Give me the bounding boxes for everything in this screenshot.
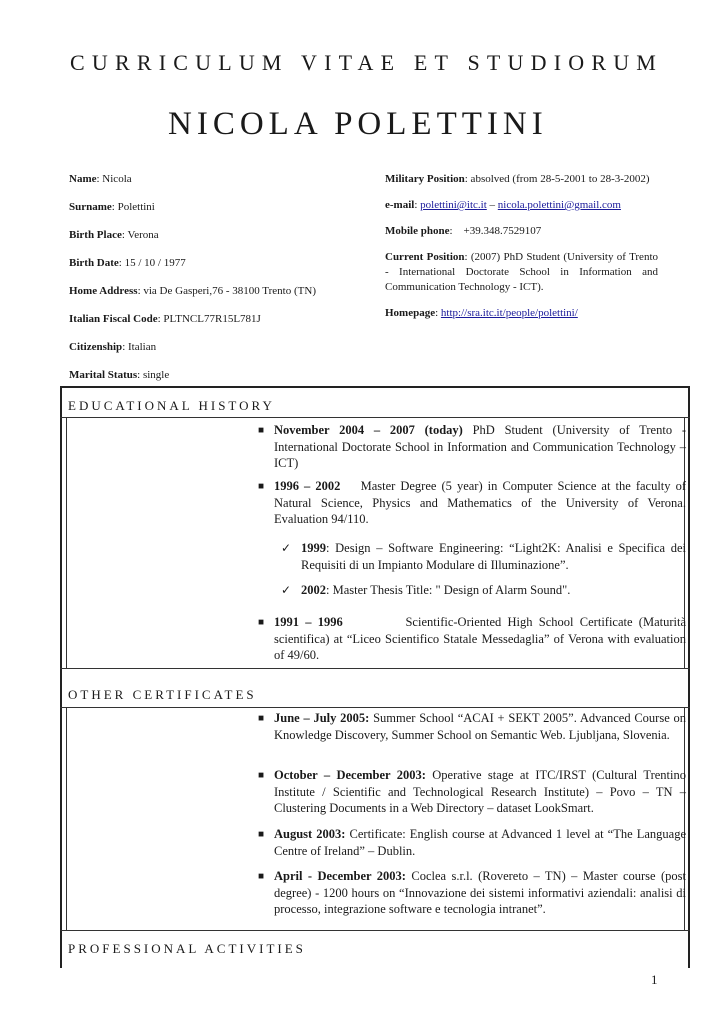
personal-info	[69, 172, 369, 383]
section-title-education: EDUCATIONAL HISTORY	[68, 398, 275, 413]
certificate-item: ■ August 2003: Certificate: English course at Advanced 1 level at “The Language Centre of Ireland” – Dublin.	[258, 827, 687, 858]
birthplace-line: Birth Place: Verona	[69, 229, 159, 241]
marital-status-line: Marital Status: single	[69, 369, 170, 381]
checkmark-icon: ✓	[281, 541, 292, 555]
certificate-item: ■ October – December 2003: Operative stage at ITC/IRST (Cultural Trentino Institute / Scientific and Technological Research Institute) – Povo – TN – Clustering Documents in a Web Directory – dataset LookSmart.	[258, 768, 687, 815]
checkmark-icon: ✓	[281, 583, 292, 597]
section-title-certificates: OTHER CERTIFICATES	[68, 687, 257, 702]
current-position-line: Current Position: (2007) PhD Student (University of Trento - International Doctorate School in Information and Communication Technology - ICT).	[385, 251, 659, 293]
education-item: ■ 1991 – 1996 Scientific-Oriented High School Certificate (Maturità scientifica) at “Liceo Scientifico Statale Messedaglia” of Verona with evaluation of 49/60.	[258, 615, 690, 662]
table-left-divider	[66, 418, 67, 668]
citizenship-line: Citizenship: Italian	[69, 341, 157, 353]
page-number: 1	[651, 972, 658, 987]
square-bullet-icon: ■	[258, 829, 265, 840]
square-bullet-icon: ■	[258, 770, 265, 781]
mobile-line: Mobile phone: +39.348.7529107	[385, 225, 542, 237]
section-title-professional: PROFESSIONAL ACTIVITIES	[68, 941, 306, 956]
homepage-link[interactable]: http://sra.itc.it/people/polettini/	[440, 307, 578, 319]
certificate-item: ■ April - December 2003: Coclea s.r.l. (Rovereto – TN) – Master course (post degree) - 1200 hours on “Innovazione dei sistemi informativi aziendali: analisi di processo, integrazione software e tecnologia intranet”.	[258, 869, 686, 916]
square-bullet-icon: ■	[258, 871, 265, 882]
education-subitem: ✓ 1999: Design – Software Engineering: “Light2K: Analisi e Specifica dei Requisiti di un Impianto Modulare di Illuminazione”.	[281, 541, 686, 572]
email-line: e-mail: polettini@itc.it – nicola.polettini@gmail.com	[385, 199, 621, 211]
document-title: CURRICULUM VITAE ET STUDIORUM	[70, 50, 664, 75]
homepage-line: Homepage: http://sra.itc.it/people/polettini/	[385, 307, 578, 319]
square-bullet-icon: ■	[258, 617, 265, 628]
person-name: NICOLA POLETTINI	[168, 106, 548, 142]
section-divider	[60, 417, 690, 418]
military-line: Military Position: absolved (from 28-5-2001 to 28-3-2002)	[385, 173, 650, 185]
square-bullet-icon: ■	[258, 481, 265, 492]
contact-info	[385, 172, 658, 321]
email-link-itc[interactable]: polettini@itc.it	[420, 199, 487, 211]
section-divider	[60, 707, 690, 708]
section-divider	[60, 930, 690, 931]
birthdate-line: Birth Date: 15 / 10 / 1977	[69, 257, 186, 269]
square-bullet-icon: ■	[258, 713, 265, 724]
name-line: Name: Nicola	[69, 173, 132, 185]
education-subitem: ✓ 2002: Master Thesis Title: " Design of Alarm Sound".	[281, 583, 571, 597]
email-link-gmail[interactable]: nicola.polettini@gmail.com	[497, 199, 621, 211]
education-item: ■ November 2004 – 2007 (today) PhD Student (University of Trento - International Doctorate School in Information and Communication Technology – ICT)	[258, 423, 686, 470]
address-line: Home Address: via De Gasperi,76 - 38100 Trento (TN)	[69, 285, 316, 297]
square-bullet-icon: ■	[258, 425, 265, 436]
surname-line: Surname: Polettini	[69, 201, 155, 213]
section-divider	[60, 668, 690, 669]
education-item: ■ 1996 – 2002 Master Degree (5 year) in Computer Science at the faculty of Natural Science, Physics and Mathematics of the University of Verona. Evaluation 94/110.	[258, 479, 690, 526]
table-left-divider	[66, 708, 67, 930]
certificate-item: ■ June – July 2005: Summer School “ACAI + SEKT 2005”. Advanced Course on Knowledge Discovery, Summer School on Semantic Web. Ljubljana, Slovenia.	[258, 711, 686, 742]
fiscal-code-line: Italian Fiscal Code: PLTNCL77R15L781J	[69, 313, 261, 325]
